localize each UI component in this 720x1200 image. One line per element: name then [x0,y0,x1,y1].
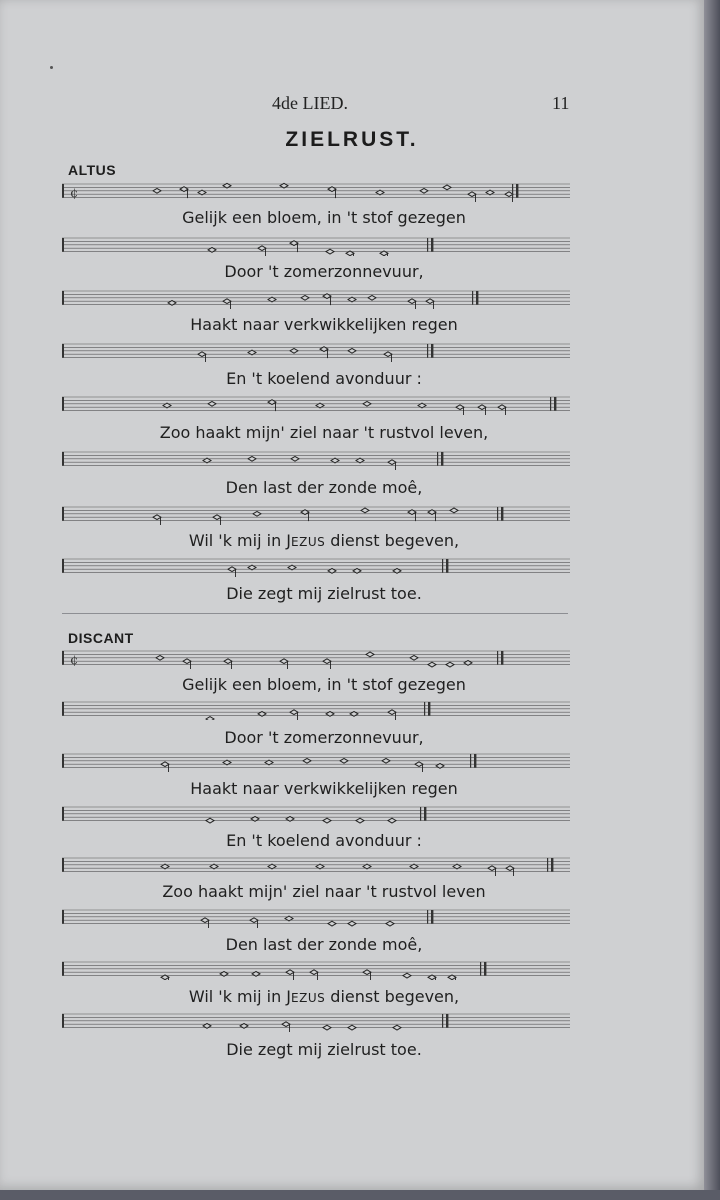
page-number: 11 [552,93,570,113]
note-head [323,1025,331,1030]
note-head [366,652,374,657]
clef-mark [62,291,64,305]
note-head [382,758,390,763]
clef-mark [62,1014,64,1028]
staff-svg [62,557,572,577]
bar-line [497,651,498,665]
double-bar-line [484,962,486,976]
note-head [388,818,396,823]
note-head [420,188,428,193]
staff-discant-4 [62,805,572,825]
note-head [478,405,486,410]
note-head [250,918,258,923]
note-head [426,299,434,304]
clef-mark [62,910,64,924]
double-bar-line [446,1014,448,1028]
lyric-line-jezus: Wil 'k mij in JEZUS dienst begeven, [188,531,460,550]
clef-mark [62,962,64,976]
note-head [303,758,311,763]
double-bar-line [424,807,426,821]
staff-svg [62,450,572,470]
staff-altus-3 [62,289,572,309]
staff-altus-8 [62,557,572,577]
note-head [403,973,411,978]
clef-mark [62,507,64,521]
song-number-label: 4de LIED. [272,93,348,113]
note-head [456,405,464,410]
lyric-line: En 't koelend avonduur : [226,369,422,388]
bar-line [442,1014,443,1028]
voice-label-discant: DISCANT [68,630,134,646]
note-head [356,818,364,823]
note-head [208,401,216,406]
lyric-line: Door 't zomerzonnevuur, [224,262,424,281]
staff-discant-2 [62,700,572,720]
bar-line [547,858,548,872]
note-head [393,1025,401,1030]
note-head [388,710,396,715]
bar-line [427,910,428,924]
note-head [228,567,236,572]
clef-mark [62,184,64,198]
note-head [384,352,392,357]
note-head [348,921,356,926]
note-head [310,970,318,975]
note-head [206,717,214,720]
note-head [291,456,299,461]
note-head [323,818,331,823]
staff-altus-7 [62,505,572,525]
note-head [326,249,334,254]
double-bar-line [431,910,433,924]
note-head [223,299,231,304]
time-signature-icon: ¢ [70,653,79,668]
lyric-line: Haakt naar verkwikkelijken regen [190,779,458,798]
note-head [280,659,288,664]
double-bar-line [501,651,503,665]
book-bottom-edge [0,1190,720,1200]
clef-mark [62,238,64,252]
staff-svg [62,908,572,928]
page-header [0,93,704,117]
clef-mark [62,858,64,872]
lyric-line: Den last der zonde moê, [225,935,423,954]
note-head [368,295,376,300]
lyric-line-jezus: Wil 'k mij in JEZUS dienst begeven, [188,987,460,1006]
note-head [361,508,369,513]
note-head [290,348,298,353]
staff-discant-1 [62,649,572,669]
note-head [388,460,396,465]
clef-mark [62,559,64,573]
note-head [224,659,232,664]
staff-discant-3 [62,752,572,772]
lyric-line: Gelijk een bloem, in 't stof gezegen [182,208,466,227]
staff-svg [62,700,572,720]
note-head [488,866,496,871]
staff-svg [62,289,572,309]
note-head [386,921,394,926]
double-bar-line [551,858,553,872]
staff-altus-5 [62,395,572,415]
bar-line [427,238,428,252]
note-head [282,1022,290,1027]
note-head [506,866,514,871]
note-head [286,970,294,975]
bar-line [512,184,513,198]
double-bar-line [441,452,443,466]
voice-label-altus: ALTUS [68,162,117,178]
note-head [328,921,336,926]
note-head [363,401,371,406]
note-head [156,655,164,660]
book-edge [704,0,720,1200]
lyric-line: Zoo haakt mijn' ziel naar 't rustvol leven, [159,423,489,442]
lyric-line: Haakt naar verkwikkelijken regen [190,315,458,334]
note-head [408,299,416,304]
bar-line [424,702,425,716]
lyric-line: Gelijk een bloem, in 't stof gezegen [182,675,466,694]
note-head [415,762,423,767]
note-head [363,970,371,975]
clef-mark [62,651,64,665]
bar-line [550,397,551,411]
note-head [198,352,206,357]
note-head [410,655,418,660]
note-head [348,348,356,353]
note-head [468,192,476,197]
note-head [161,762,169,767]
double-bar-line [554,397,556,411]
clef-mark [62,754,64,768]
song-title: ZIELRUST. [285,128,419,151]
staff-svg [62,960,572,980]
note-head [206,818,214,823]
note-head [248,456,256,461]
bar-line [470,754,471,768]
double-bar-line [431,238,433,252]
note-head [323,659,331,664]
note-head [443,185,451,190]
bar-line [437,452,438,466]
staff-altus-4 [62,342,572,362]
note-head [446,662,454,667]
note-head [258,246,266,251]
bar-line [427,344,428,358]
double-bar-line [431,344,433,358]
note-head [498,405,506,410]
lyric-line: Die zegt mij zielrust toe. [226,1040,422,1059]
staff-altus-2 [62,236,572,256]
staff-svg [62,1012,572,1032]
lyric-line: En 't koelend avonduur : [226,831,422,850]
note-head [183,659,191,664]
staff-svg [62,856,572,876]
note-head [213,515,221,520]
staff-discant-8 [62,1012,572,1032]
note-head [450,508,458,513]
note-head [153,188,161,193]
double-bar-line [516,184,518,198]
section-divider [62,613,568,614]
clef-mark [62,702,64,716]
staff-svg [62,805,572,825]
bar-line [420,807,421,821]
time-signature-icon: ¢ [70,186,79,201]
note-head [153,515,161,520]
note-head [301,295,309,300]
double-bar-line [474,754,476,768]
staff-svg [62,395,572,415]
staff-discant-7 [62,960,572,980]
staff-altus-6 [62,450,572,470]
bar-line [480,962,481,976]
bar-line [497,507,498,521]
staff-discant-6 [62,908,572,928]
staff-svg [62,649,572,669]
note-head [348,1025,356,1030]
staff-svg [62,342,572,362]
staff-altus-1 [62,182,572,202]
note-head [505,192,513,197]
lyric-line: Die zegt mij zielrust toe. [226,584,422,603]
staff-svg [62,182,572,202]
lyric-line: Zoo haakt mijn' ziel naar 't rustvol leven [162,882,486,901]
bar-line [442,559,443,573]
staff-svg [62,505,572,525]
clef-mark [62,807,64,821]
staff-svg [62,752,572,772]
ink-speck [50,66,53,69]
note-head [290,710,298,715]
double-bar-line [501,507,503,521]
staff-svg [62,236,572,256]
staff-discant-5 [62,856,572,876]
double-bar-line [428,702,430,716]
double-bar-line [446,559,448,573]
lyric-line: Den last der zonde moê, [225,478,423,497]
note-head [201,918,209,923]
note-head [340,758,348,763]
clef-mark [62,344,64,358]
note-head [428,662,436,667]
lyric-line: Door 't zomerzonnevuur, [224,728,424,747]
note-head [253,511,261,516]
bar-line [472,291,473,305]
clef-mark [62,397,64,411]
clef-mark [62,452,64,466]
double-bar-line [476,291,478,305]
